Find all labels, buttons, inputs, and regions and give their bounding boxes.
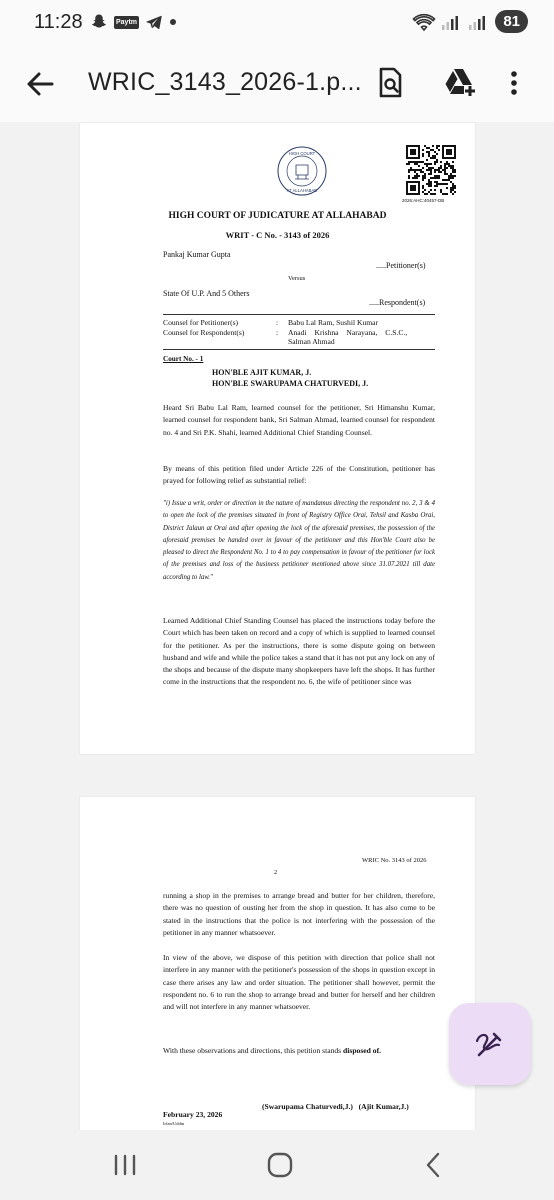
page-number: 2 — [274, 869, 278, 876]
colon-2: : — [276, 328, 279, 337]
court-seal-icon — [276, 145, 328, 197]
respondent-role: .....Respondent(s) — [369, 298, 426, 307]
divider-top — [163, 314, 435, 315]
paragraph-2: By means of this petition filed under Article 226 of the Constitution, petitioner has prayed for following relief as substantial relief: — [163, 464, 435, 486]
seal-text-bottom: AT ALLAHABAD — [286, 188, 318, 193]
more-vert-icon[interactable] — [504, 66, 524, 100]
search-document-icon[interactable] — [373, 66, 407, 100]
battery-indicator: 81 — [495, 10, 528, 33]
paragraph-6-text: With these observations and directions, this petition stands — [163, 1046, 344, 1055]
court-title: HIGH COURT OF JUDICATURE AT ALLAHABAD — [168, 211, 387, 221]
edit-draw-icon — [473, 1027, 507, 1061]
paragraph-1: Heard Sri Babu Lal Ram, learned counsel for the petitioner, Sri Himanshu Kumar, learned counsel for respondent bank, Sri Salman Ahmad, learned counsel for respondent no. 4 and Sri P.K. Shahi, learned Additional Chief Standing Counsel. — [163, 403, 435, 437]
counsel-petitioner-label: Counsel for Petitioner(s) — [163, 318, 239, 327]
document-title: WRIC_3143_2026-1.p... — [88, 68, 362, 96]
signal-icon — [441, 13, 463, 31]
relief-quote: "i) Issue a writ, order or direction in the nature of mandamus directing the respondent no. 2, 3 & 4 to open the lock of the premises situated in front of Registry Office Orai, Tehsil and Kasba Orai, District Jalaun at Orai and after opening the lock of the aforesaid premises, the possession of the aforesaid premises be handed over in favour of the petitioner and this Hon'ble Court also be pleased to direct the Respondent No. 1 to 4 to pay compensation in favour of the petitioner for lock of the premises and loss of the business petitioner mentioned above since 31.07.2021 till date according to law." — [163, 500, 435, 581]
colon-1: : — [276, 318, 279, 327]
qr-caption: 2026:AHC:40457-DB — [402, 198, 445, 203]
google-drive-add-icon[interactable] — [443, 66, 477, 100]
paragraph-4: running a shop in the premises to arrange bread and butter for her children, therefore, there was no question of ousting her from the shop in question. It has also come to be stated in the instructions that the police is not interfering with the possession of the petitioner in any manner whatsoever. — [163, 891, 435, 937]
pdf-page-2 — [80, 797, 475, 1137]
seal-text-top: HIGH COURT — [288, 151, 316, 156]
paytm-icon: Paytm — [114, 16, 139, 29]
writ-number: WRIT - C No. - 3143 of 2026 — [225, 230, 330, 240]
versus-label: Versus — [288, 275, 306, 282]
system-navigation-bar — [0, 1130, 554, 1200]
telegram-icon — [145, 13, 163, 31]
annotate-button[interactable] — [449, 1003, 531, 1085]
page-header: WRIC No. 3143 of 2026 — [362, 857, 427, 864]
status-bar — [0, 0, 554, 44]
paragraph-5: In view of the above, we dispose of this petition with direction that police shall not interfere in any manner with the petitioner's possession of the shops in question except in case there arises any law and order situation. The petitioner shall however, permit the respondent no. 6 to run the shop to arrange bread and butter for herself and her children and will not interfere in any manner whatsoever. — [163, 953, 435, 1012]
back-arrow-icon[interactable] — [22, 66, 58, 102]
qr-code-icon — [406, 145, 456, 195]
counsel-respondent-value-2: Salman Ahmad — [288, 337, 335, 346]
counsel-respondent-label: Counsel for Respondent(s) — [163, 328, 245, 337]
counsel-petitioner-value: Babu Lal Ram, Sushil Kumar — [288, 318, 379, 327]
court-number: Court No. - 1 — [163, 355, 204, 363]
system-icons — [412, 10, 528, 33]
status-time: 11:28 — [34, 11, 83, 33]
judge-signatures: (Swarupama Chaturvedi,J.) (Ajit Kumar,J.) — [262, 1102, 409, 1111]
initials: Irfan/Uddin — [163, 1121, 185, 1126]
paragraph-6 — [163, 1045, 435, 1057]
judge-1: HON'BLE AJIT KUMAR, J. — [212, 368, 312, 377]
petitioner-role: .....Petitioner(s) — [376, 261, 426, 270]
counsel-respondent-value: Anadi Krishna Narayana, C.S.C., — [288, 328, 408, 337]
disposed-text: disposed of. — [343, 1046, 382, 1055]
dot-icon — [169, 18, 177, 26]
wifi-icon — [412, 12, 436, 32]
app-bar — [0, 44, 554, 122]
judgment-date: February 23, 2026 — [163, 1110, 223, 1119]
back-icon[interactable] — [424, 1152, 442, 1178]
divider-bottom — [163, 349, 435, 350]
recent-apps-icon[interactable] — [112, 1154, 138, 1176]
pdf-page-1 — [80, 123, 475, 754]
notification-icons — [90, 13, 177, 31]
paragraph-3: Learned Additional Chief Standing Counsel has placed the instructions today before the Court which has been taken on record and a copy of which is supplied to learned counsel for the petitioner. As per the instructions, there is some dispute going on between husband and wife and while the police takes a stand that it has not put any lock on any of the shops and because of the dispute many shopkeepers have left the shops. It has further come in the instructions that the respondent no. 6, the wife of petitioner since was — [163, 616, 435, 687]
respondent-name: State Of U.P. And 5 Others — [163, 289, 250, 298]
snapchat-icon — [90, 13, 108, 31]
signal-icon-2 — [468, 13, 490, 31]
home-icon[interactable] — [266, 1152, 294, 1178]
petitioner-name: Pankaj Kumar Gupta — [163, 250, 231, 259]
judge-2: HON'BLE SWARUPAMA CHATURVEDI, J. — [212, 379, 369, 388]
